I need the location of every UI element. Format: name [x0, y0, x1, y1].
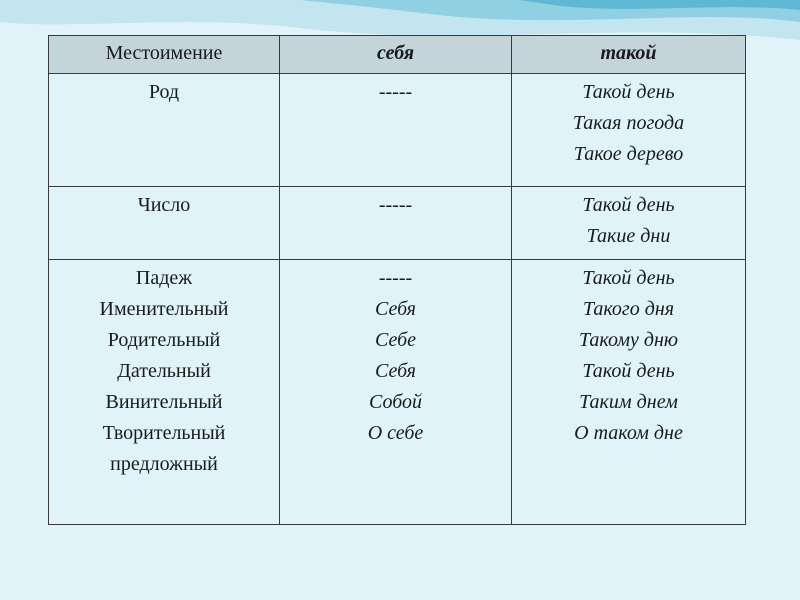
- table-header-row: [49, 36, 746, 74]
- row-label-cell: [49, 74, 280, 187]
- row-sebya-cell: [280, 260, 512, 525]
- row-takoi-line: Такого дня: [582, 298, 675, 320]
- row-sebya-line: Себя: [375, 298, 416, 320]
- row-takoi-line: Такие дни: [586, 225, 671, 247]
- row-label-line: Число: [137, 194, 191, 216]
- row-label-line: Родительный: [107, 329, 221, 351]
- pronoun-table: [48, 35, 746, 525]
- row-sebya-line: Собой: [368, 391, 422, 413]
- row-sebya-cell: [280, 74, 512, 187]
- table-row: [49, 260, 746, 525]
- row-sebya-line: -----: [378, 194, 413, 216]
- table-row: [49, 187, 746, 260]
- row-takoi-line: Такому дню: [578, 329, 678, 351]
- row-label-cell: [49, 187, 280, 260]
- row-label-line: Род: [148, 81, 180, 103]
- row-label-line: Творительный: [102, 422, 226, 444]
- header-takoi: такой: [600, 42, 657, 64]
- header-takoi-cell: [512, 36, 746, 74]
- row-sebya-line: О себе: [367, 422, 424, 444]
- row-label-line: Падеж: [135, 267, 193, 289]
- row-label-line: предложный: [110, 453, 218, 475]
- row-sebya-line: Себе: [374, 329, 417, 351]
- header-sebya: себя: [376, 42, 414, 64]
- row-label-line: Дательный: [117, 360, 211, 382]
- row-takoi-cell: [512, 260, 746, 525]
- row-sebya-line: Себя: [375, 360, 416, 382]
- row-label-line: Винительный: [105, 391, 223, 413]
- row-takoi-line: Такой день: [582, 194, 675, 216]
- row-takoi-line: Такой день: [582, 360, 675, 382]
- row-takoi-cell: [512, 187, 746, 260]
- row-takoi-line: Такая погода: [572, 112, 685, 134]
- header-sebya-cell: [280, 36, 512, 74]
- row-takoi-cell: [512, 74, 746, 187]
- row-label-cell: [49, 260, 280, 525]
- row-sebya-line: -----: [378, 81, 413, 103]
- row-takoi-line: Таким днем: [579, 391, 678, 413]
- table-row: [49, 74, 746, 187]
- row-label-line: Именительный: [99, 298, 229, 320]
- row-sebya-line: -----: [378, 267, 413, 289]
- row-takoi-line: О таком дне: [574, 422, 683, 444]
- row-takoi-line: Такое дерево: [573, 143, 684, 165]
- header-label: Местоимение: [105, 42, 223, 64]
- row-takoi-line: Такой день: [582, 267, 675, 289]
- header-label-cell: [49, 36, 280, 74]
- row-takoi-line: Такой день: [582, 81, 675, 103]
- row-sebya-cell: [280, 187, 512, 260]
